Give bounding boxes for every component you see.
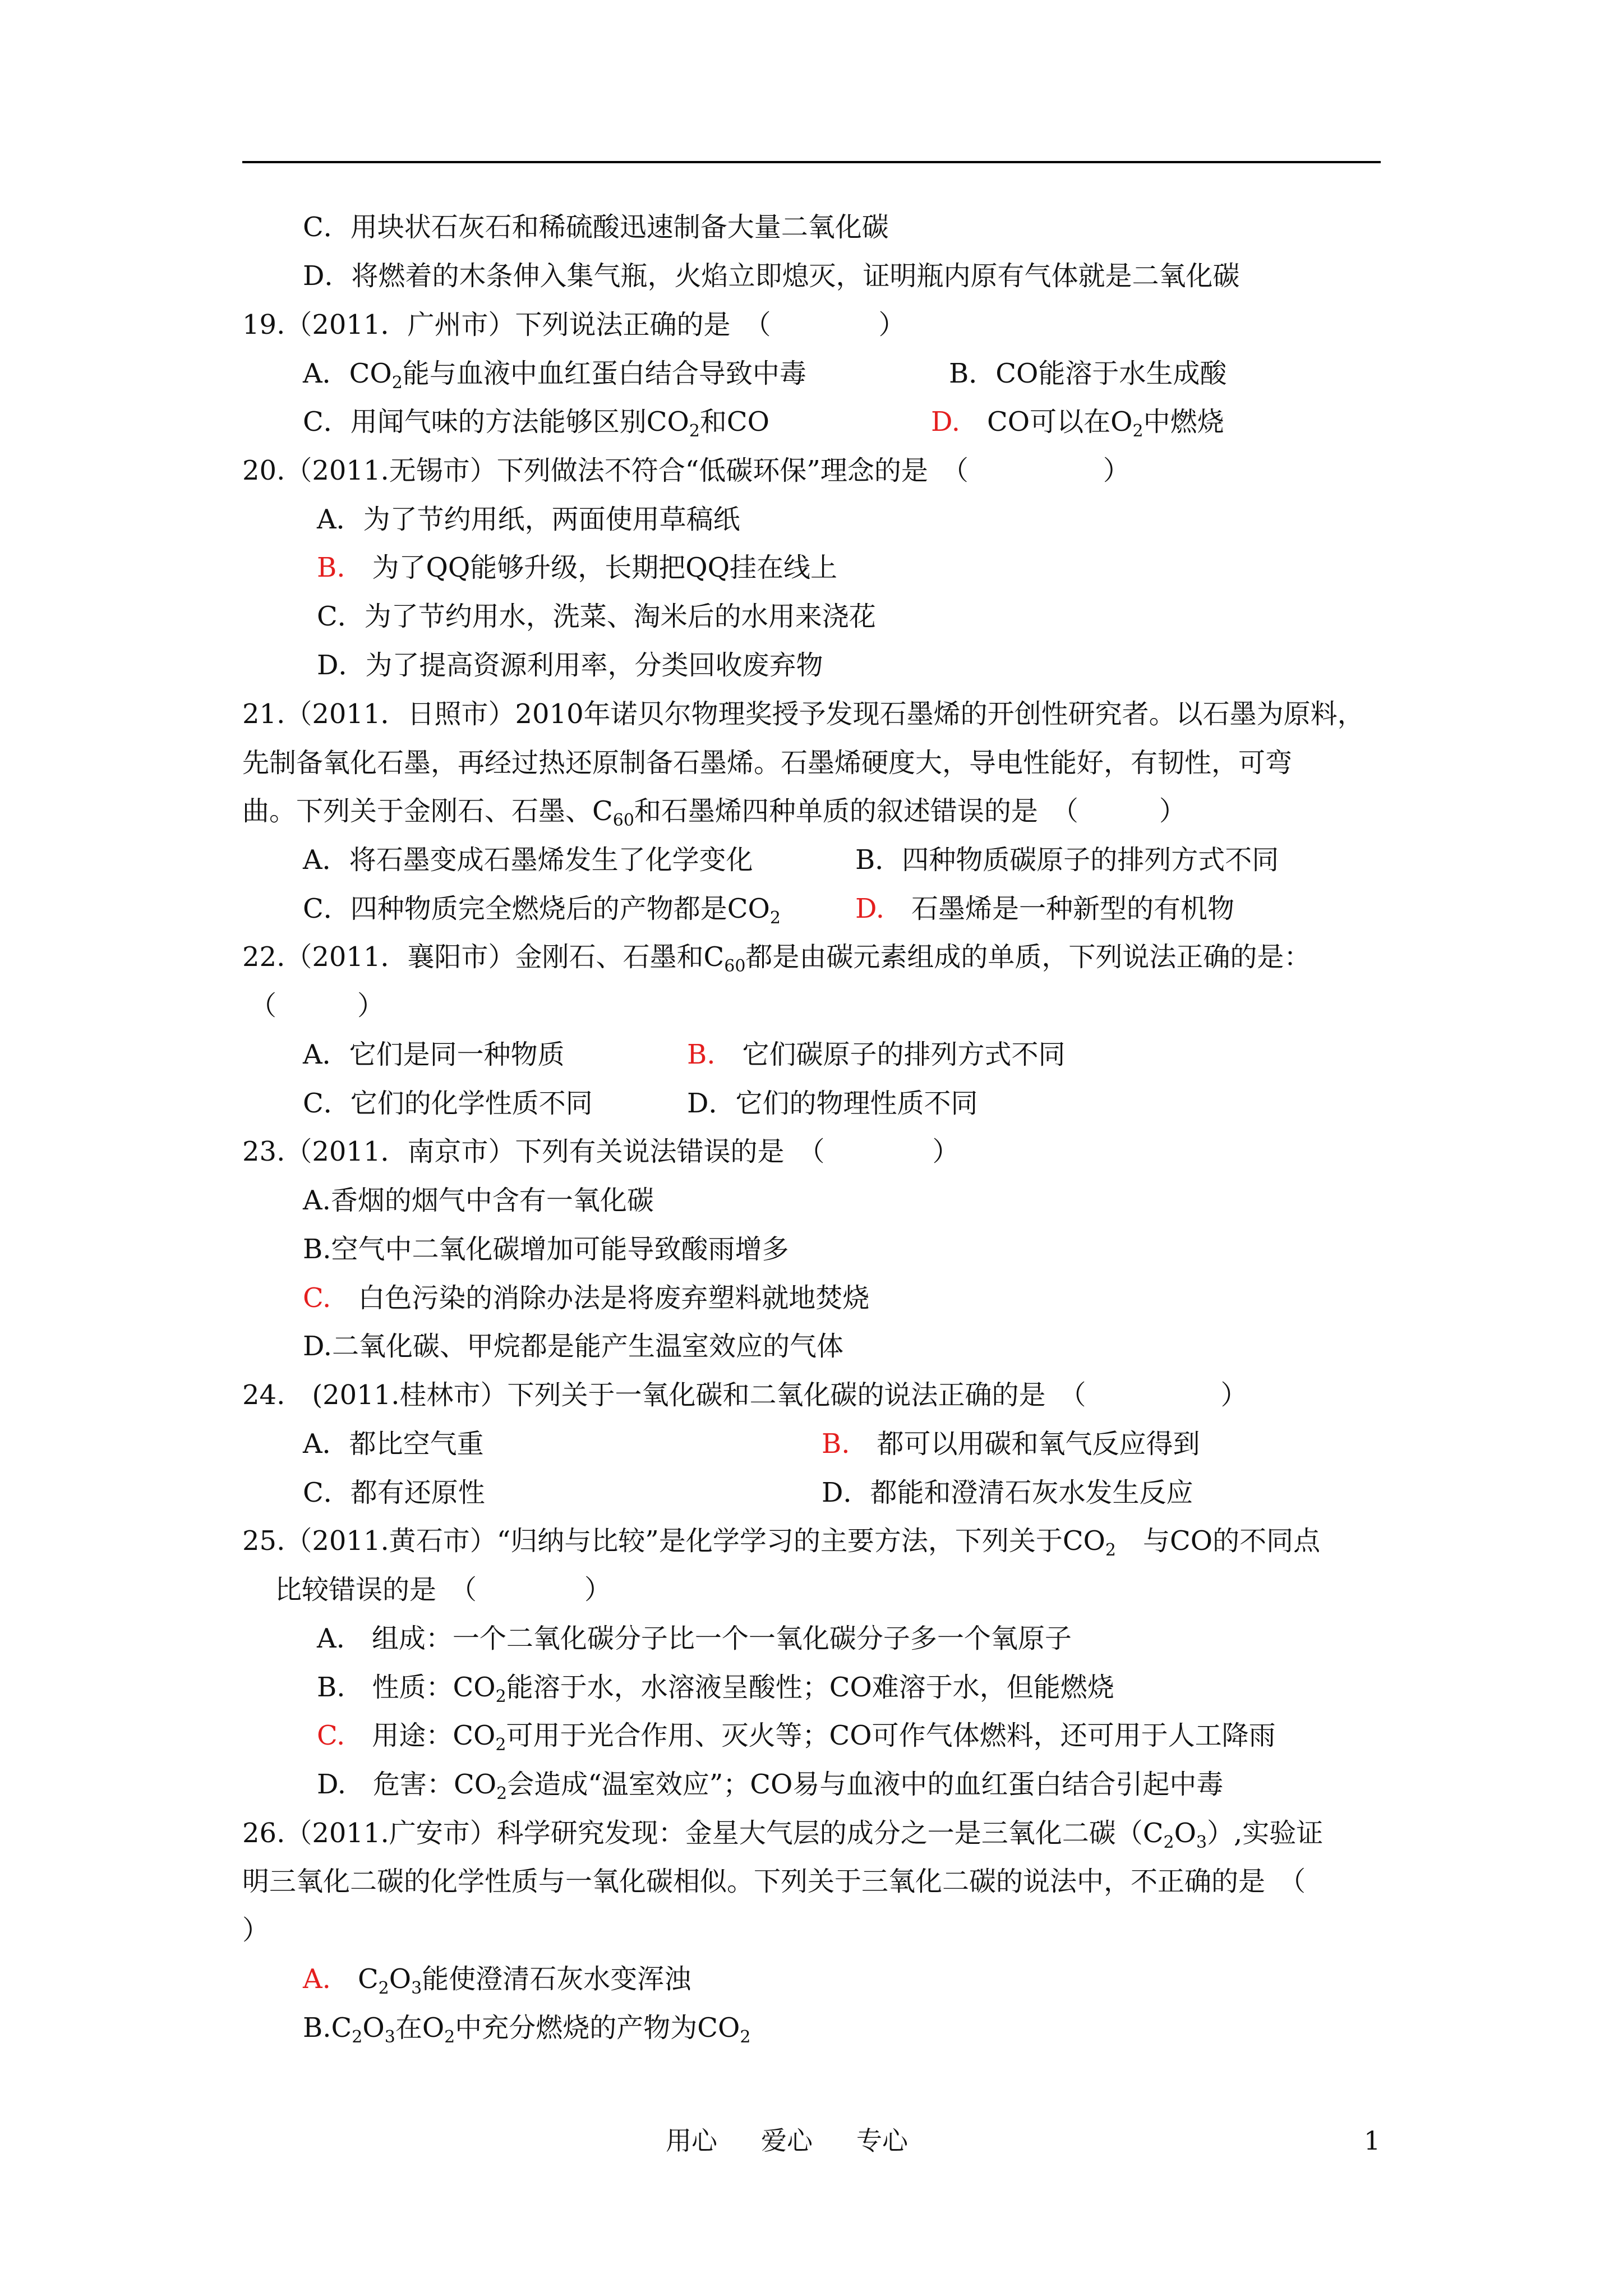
footer-slogan-1: 用心 xyxy=(666,2125,717,2156)
q26-stem-line2: 明三氧化二碳的化学性质与一氧化碳相似。下列关于三氧化二碳的说法中，不正确的是 （ xyxy=(242,1866,1306,1897)
q19-option-c: C．用闻气味的方法能够区别$CO_2$和CO xyxy=(303,406,769,441)
header-rule xyxy=(242,161,1381,163)
q23-option-b: B.空气中二氧化碳增加可能导致酸雨增多 xyxy=(303,1234,789,1265)
answer-mark: D. xyxy=(931,406,961,438)
q22-option-b: B. 它们碳原子的排列方式不同 xyxy=(687,1039,1066,1070)
q20-option-a: A．为了节约用纸，两面使用草稿纸 xyxy=(317,504,740,535)
q23-option-c: C. 白色污染的消除办法是将废弃塑料就地焚烧 xyxy=(303,1282,870,1314)
q20-option-b: B. 为了QQ能够升级，长期把QQ挂在线上 xyxy=(317,552,837,583)
q24-option-c: C．都有还原性 xyxy=(303,1477,485,1508)
q25-option-b: B. 性质：$CO_2$能溶于水，水溶液呈酸性；CO难溶于水，但能燃烧 xyxy=(317,1672,1114,1706)
q25-stem-line2: 比较错误的是 （ ） xyxy=(275,1574,612,1605)
q26-stem-line3: ） xyxy=(242,1915,270,1946)
footer-slogan-3: 专心 xyxy=(856,2125,908,2156)
q20-stem: 20.（2011.无锡市）下列做法不符合“低碳环保”理念的是 （ ） xyxy=(242,455,1130,486)
q25-option-d: D. 危害：$CO_2$会造成“温室效应”；CO易与血液中的血红蛋白结合引起中毒 xyxy=(317,1769,1224,1803)
q25-stem-line1: 25.（2011.黄石市）“归纳与比较”是化学学习的主要方法，下列关于$CO_2$ 与CO的不同点 xyxy=(242,1525,1321,1560)
q26-option-a: A. $C_2O_3$能使澄清石灰水变浑浊 xyxy=(303,1963,691,1998)
q22-stem-line1: 22.（2011．襄阳市）金刚石、石墨和$C_{60}$都是由碳元素组成的单质，下列说法正确的是： xyxy=(242,941,1311,976)
q24-option-b: B. 都可以用碳和氧气反应得到 xyxy=(822,1428,1200,1460)
q20-option-c: C．为了节约用水，洗菜、淘米后的水用来浇花 xyxy=(317,601,876,632)
q24-stem: 24. (2011.桂林市）下列关于一氧化碳和二氧化碳的说法正确的是 （ ） xyxy=(242,1379,1248,1411)
q21-option-d: D. 石墨烯是一种新型的有机物 xyxy=(855,893,1235,924)
q21-stem-line2: 先制备氧化石墨，再经过热还原制备石墨烯。石墨烯硬度大，导电性能好，有韧性，可弯 xyxy=(242,747,1293,779)
q19-option-d: D. CO可以在$O_2$中燃烧 xyxy=(931,406,1224,441)
q24-option-a: A．都比空气重 xyxy=(303,1428,484,1460)
q19-stem: 19.（2011．广州市）下列说法正确的是 （ ） xyxy=(242,309,906,341)
answer-mark: B. xyxy=(317,552,345,583)
answer-mark: C. xyxy=(303,1282,331,1314)
q18-option-d: D．将燃着的木条伸入集气瓶，火焰立即熄灭，证明瓶内原有气体就是二氧化碳 xyxy=(303,260,1240,292)
q21-stem-line1: 21.（2011．日照市）2010年诺贝尔物理奖授予发现石墨烯的开创性研究者。以石墨为原料， xyxy=(242,698,1364,730)
q22-option-a: A．它们是同一种物质 xyxy=(303,1039,565,1070)
q24-option-d: D．都能和澄清石灰水发生反应 xyxy=(822,1477,1193,1508)
page-number: 1 xyxy=(1364,2125,1381,2156)
q25-option-c: C. 用途：$CO_2$可用于光合作用、灭火等；CO可作气体燃料，还可用于人工降雨 xyxy=(317,1720,1276,1755)
q19-option-b: B．CO能溶于水生成酸 xyxy=(949,358,1227,389)
q20-option-d: D．为了提高资源利用率，分类回收废弃物 xyxy=(317,650,823,681)
q21-option-a: A．将石墨变成石墨烯发生了化学变化 xyxy=(303,844,753,876)
q22-option-c: C．它们的化学性质不同 xyxy=(303,1088,593,1119)
answer-mark: D. xyxy=(855,893,885,924)
q19-option-a: A．$CO_2$能与血液中血红蛋白结合导致中毒 xyxy=(303,358,806,393)
answer-mark: B. xyxy=(687,1039,716,1070)
q23-stem: 23.（2011．南京市）下列有关说法错误的是 （ ） xyxy=(242,1136,960,1167)
answer-mark: B. xyxy=(822,1428,850,1460)
q22-stem-line2: （ ） xyxy=(250,990,385,1022)
q18-option-c: C．用块状石灰石和稀硫酸迅速制备大量二氧化碳 xyxy=(303,211,889,243)
q21-stem-line3: 曲。下列关于金刚石、石墨、$C_{60}$和石墨烯四种单质的叙述错误的是 （ ） xyxy=(242,795,1186,830)
q23-option-a: A.香烟的烟气中含有一氧化碳 xyxy=(303,1185,654,1216)
q21-option-b: B．四种物质碳原子的排列方式不同 xyxy=(855,844,1279,876)
answer-mark: C. xyxy=(317,1720,345,1751)
q21-option-c: C．四种物质完全燃烧后的产物都是$CO_2$ xyxy=(303,893,781,928)
q22-option-d: D．它们的物理性质不同 xyxy=(687,1088,978,1119)
q26-stem-line1: 26.（2011.广安市）科学研究发现：金星大气层的成分之一是三氧化二碳$(C_2O_3)$,实验证 xyxy=(242,1818,1324,1852)
answer-mark: A. xyxy=(303,1963,331,1995)
q25-option-a: A. 组成：一个二氧化碳分子比一个一氧化碳分子多一个氧原子 xyxy=(317,1623,1072,1654)
q23-option-d: D.二氧化碳、甲烷都是能产生温室效应的气体 xyxy=(303,1331,844,1362)
q26-option-b: $B.C_2O_3$在$O_2$中充分燃烧的产物为$CO_2$ xyxy=(303,2012,751,2047)
footer-slogan-2: 爱心 xyxy=(761,2125,813,2156)
